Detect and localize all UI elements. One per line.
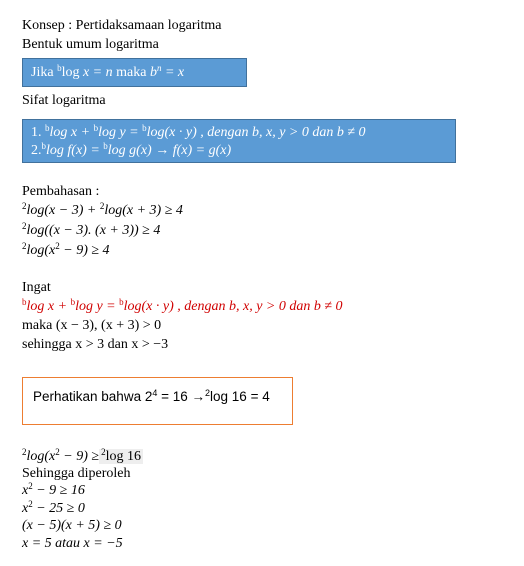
ingat-maka: maka (x − 3), (x + 3) > 0 (22, 318, 162, 333)
final-step-5: x = 5 atau x = −5 (22, 536, 123, 551)
final-step-3: $x^2 - 25 \ge 0$ (22, 499, 85, 516)
ingat-rule: $^b$log x + $^b$log y = $^b$log(x · y) , dengan b, x, y > 0 dan b ≠ 0 (22, 297, 343, 314)
sifat-rule-1: 1. $^b$log x + $^b$log y = $^b$log(x · y) , dengan b, x, y > 0 dan b ≠ 0 (31, 123, 366, 140)
perhatikan-box: Perhatikan bahwa $2^4 = 16 \to^2\log$ 16 = 4 (22, 377, 293, 425)
final-step-1: $^2\log(x^2 - 9) \ge ^2\log$ 16 (22, 447, 141, 464)
final-step-4: (x − 5)(x + 5) ≥ 0 (22, 518, 122, 533)
sifat-box (22, 119, 456, 163)
bentuk-umum-heading: Bentuk umum logaritma (22, 37, 159, 52)
pembahasan-heading: Pembahasan : (22, 184, 100, 199)
pembahasan-step-3: $^2\log(x^2 - 9) \ge 4$ (22, 241, 110, 258)
sifat-rule-2: 2.$^b$log f(x) = $^b$log g(x) → f(x) = g(x) (31, 141, 232, 158)
sehingga-diperoleh: Sehingga diperoleh (22, 466, 131, 481)
konsep-heading: Konsep : Pertidaksamaan logaritma (22, 18, 222, 33)
ingat-sehingga: sehingga x > 3 dan x > −3 (22, 337, 169, 352)
definition-box: Jika $^b$log x = n maka $b^n = x$ (22, 58, 247, 87)
final-step-2: $x^2 - 9 \ge 16$ (22, 481, 85, 498)
sifat-heading: Sifat logaritma (22, 93, 106, 108)
pembahasan-step-1: $^2$log(x − 3) + $^2$log(x + 3) ≥ 4 (22, 201, 183, 218)
ingat-heading: Ingat (22, 280, 51, 295)
pembahasan-step-2: $^2$log((x − 3). (x + 3)) ≥ 4 (22, 221, 161, 238)
